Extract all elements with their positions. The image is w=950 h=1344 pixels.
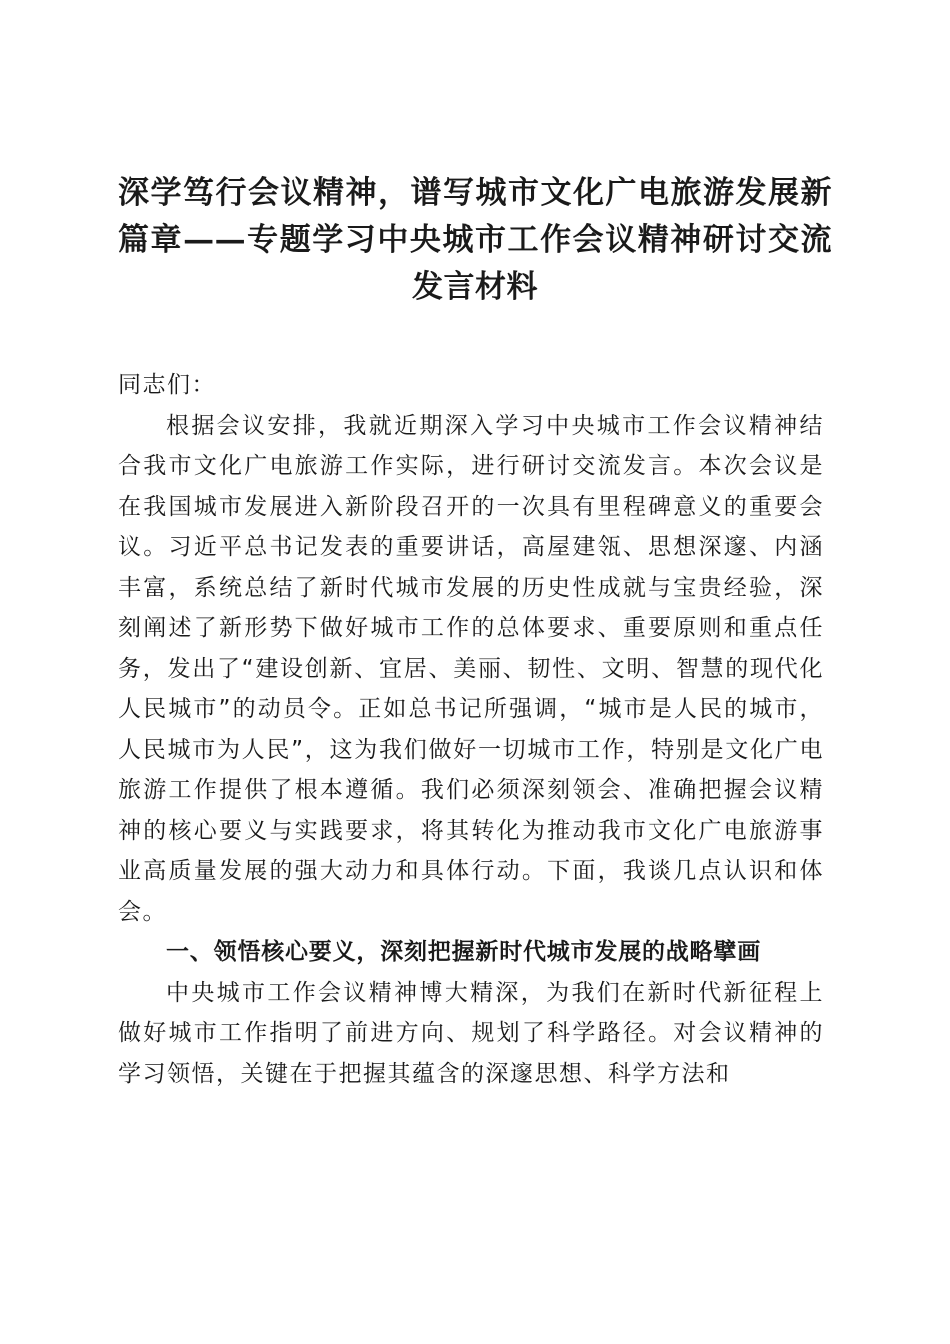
document-body [118, 365, 824, 1094]
intro-paragraph: 根据会议安排，我就近期深入学习中央城市工作会议精神结合我市文化广电旅游工作实际，进行研讨交流发言。本次会议是在我国城市发展进入新阶段召开的一次具有里程碑意义的重要会议。习近平总书记发表的重要讲话，高屋建瓴、思想深邃、内涵丰富，系统总结了新时代城市发展的历史性成就与宝贵经验，深刻阐述了新形势下做好城市工作的总体要求、重要原则和重点任务，发出了“建设创新、宜居、美丽、韧性、文明、智慧的现代化人民城市”的动员令。正如总书记所强调，“城市是人民的城市，人民城市为人民”，这为我们做好一切城市工作，特别是文化广电旅游工作提供了根本遵循。我们必须深刻领会、准确把握会议精神的核心要义与实践要求，将其转化为推动我市文化广电旅游事业高质量发展的强大动力和具体行动。下面，我谈几点认识和体会。 [118, 412, 824, 925]
salutation: 同志们： [118, 372, 216, 398]
section-paragraph: 中央城市工作会议精神博大精深，为我们在新时代新征程上做好城市工作指明了前进方向、规划了科学路径。对会议精神的学习领悟，关键在于把握其蕴含的深邃思想、科学方法和 [118, 979, 824, 1087]
section-heading: 一、领悟核心要义，深刻把握新时代城市发展的战略擘画 [166, 939, 761, 965]
document-title: 深学笃行会议精神，谱写城市文化广电旅游发展新篇章——专题学习中央城市工作会议精神研讨交流发言材料 [118, 175, 832, 305]
